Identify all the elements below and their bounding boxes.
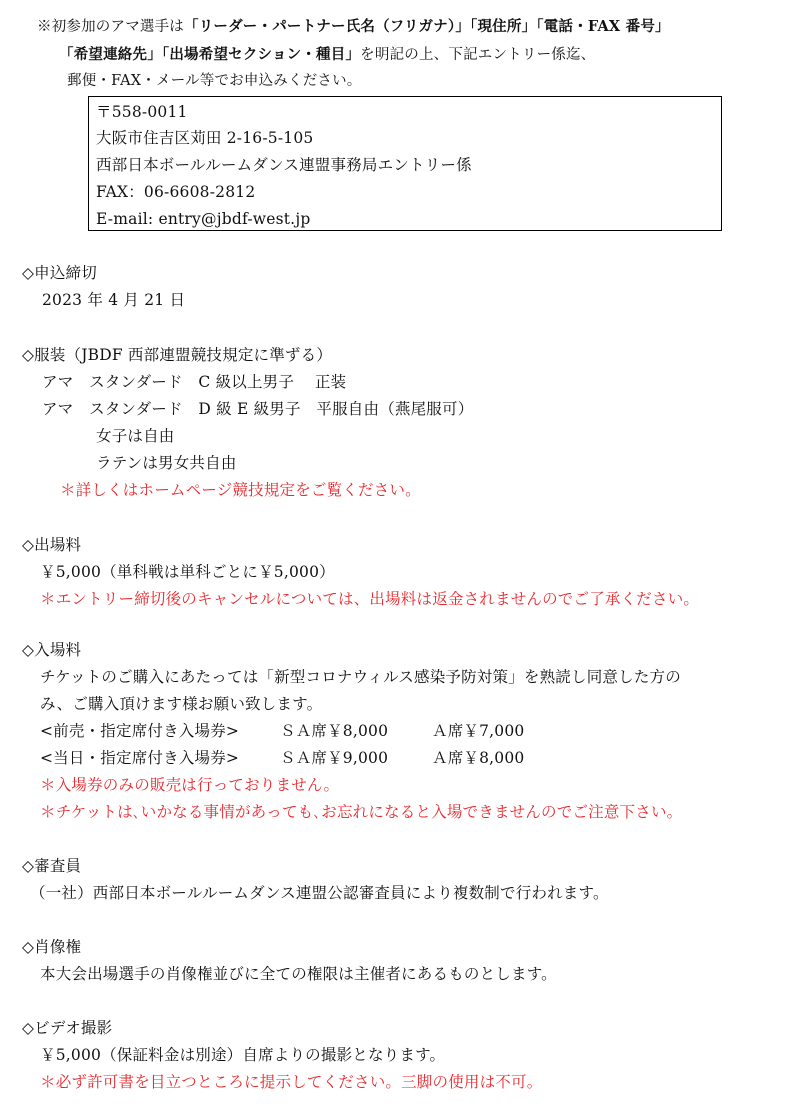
portrait-heading: ◇肖像権 <box>22 938 82 956</box>
entry-fee-amount: ￥5,000（単科戦は単科ごとに￥5,000） <box>40 563 335 581</box>
office-name: 西部日本ボールルームダンス連盟事務局エントリー係 <box>96 156 472 174</box>
entry-address-box <box>88 96 722 231</box>
advance-ticket-sa-price: ＳＡ席￥8,000 <box>280 722 389 740</box>
deadline-date: 2023 年 4 月 21 日 <box>42 291 186 309</box>
admission-note-1: ＊入場券のみの販売は行っておりません。 <box>40 776 340 794</box>
admission-text-1: チケットのご購入にあたっては「新型コロナウィルス感染予防対策」を熟読し同意した方の <box>40 668 681 686</box>
intro-line-3: 郵便・FAX・メール等でお申込みください。 <box>67 73 362 89</box>
video-note: ＊必ず許可書を目立つところに提示してください。三脚の使用は不可。 <box>40 1073 543 1091</box>
video-text: ￥5,000（保証料金は別途）自席よりの撮影となります。 <box>40 1046 446 1064</box>
admission-note-2: ＊チケットは､いかなる事情があっても､お忘れになると入場できませんのでご注意下さい。 <box>40 803 683 821</box>
intro-required-fields-2: 「希望連絡先」「出場希望セクション・種目」 <box>59 46 361 63</box>
email-address: E-mail: entry@jbdf-west.jp <box>96 210 311 228</box>
attire-line-4: ラテンは男女共自由 <box>96 454 237 472</box>
entry-fee-heading: ◇出場料 <box>22 536 82 554</box>
admission-text-2: み、ご購入頂けます様お願い致します。 <box>40 695 323 713</box>
attire-note: ＊詳しくはホームページ競技規定をご覧ください。 <box>60 481 421 499</box>
advance-ticket-label: <前売・指定席付き入場券> <box>40 722 240 740</box>
judges-text: （一社）西部日本ボールルームダンス連盟公認審査員により複数制で行われます。 <box>30 884 609 902</box>
postal-code: 〒558-0011 <box>96 103 188 121</box>
attire-line-2: アマ スタンダード D 級 E 級男子 平服自由（燕尾服可） <box>42 400 474 418</box>
deadline-heading: ◇申込締切 <box>22 264 97 282</box>
intro-prefix: ※初参加のアマ選手は <box>37 19 184 35</box>
attire-heading: ◇服装（JBDF 西部連盟競技規定に準ずる） <box>22 346 333 364</box>
fax-number: FAX：06-6608-2812 <box>96 183 256 201</box>
entry-fee-note: ＊エントリー締切後のキャンセルについては、出場料は返金されませんのでご了承ください。 <box>40 590 700 608</box>
intro-line-1 <box>37 17 670 37</box>
admission-heading: ◇入場料 <box>22 641 82 659</box>
address: 大阪市住吉区苅田 2-16-5-105 <box>96 129 314 147</box>
video-heading: ◇ビデオ撮影 <box>22 1019 113 1037</box>
sameday-ticket-a-price: Ａ席￥8,000 <box>432 749 525 767</box>
intro-required-fields: 「リーダー・パートナー氏名（フリガナ）」「現住所」「電話・FAX 番号」 <box>184 18 670 35</box>
attire-line-3: 女子は自由 <box>96 427 175 445</box>
sameday-ticket-sa-price: ＳＡ席￥9,000 <box>280 749 389 767</box>
sameday-ticket-label: <当日・指定席付き入場券> <box>40 749 240 767</box>
advance-ticket-a-price: Ａ席￥7,000 <box>432 722 525 740</box>
judges-heading: ◇審査員 <box>22 857 82 875</box>
attire-line-1: アマ スタンダード C 級以上男子 正装 <box>42 373 347 391</box>
intro-instruction: を明記の上、下記エントリー係迄、 <box>360 47 596 63</box>
portrait-text: 本大会出場選手の肖像権並びに全ての権限は主催者にあるものとします。 <box>40 965 557 983</box>
intro-line-2 <box>59 45 595 65</box>
